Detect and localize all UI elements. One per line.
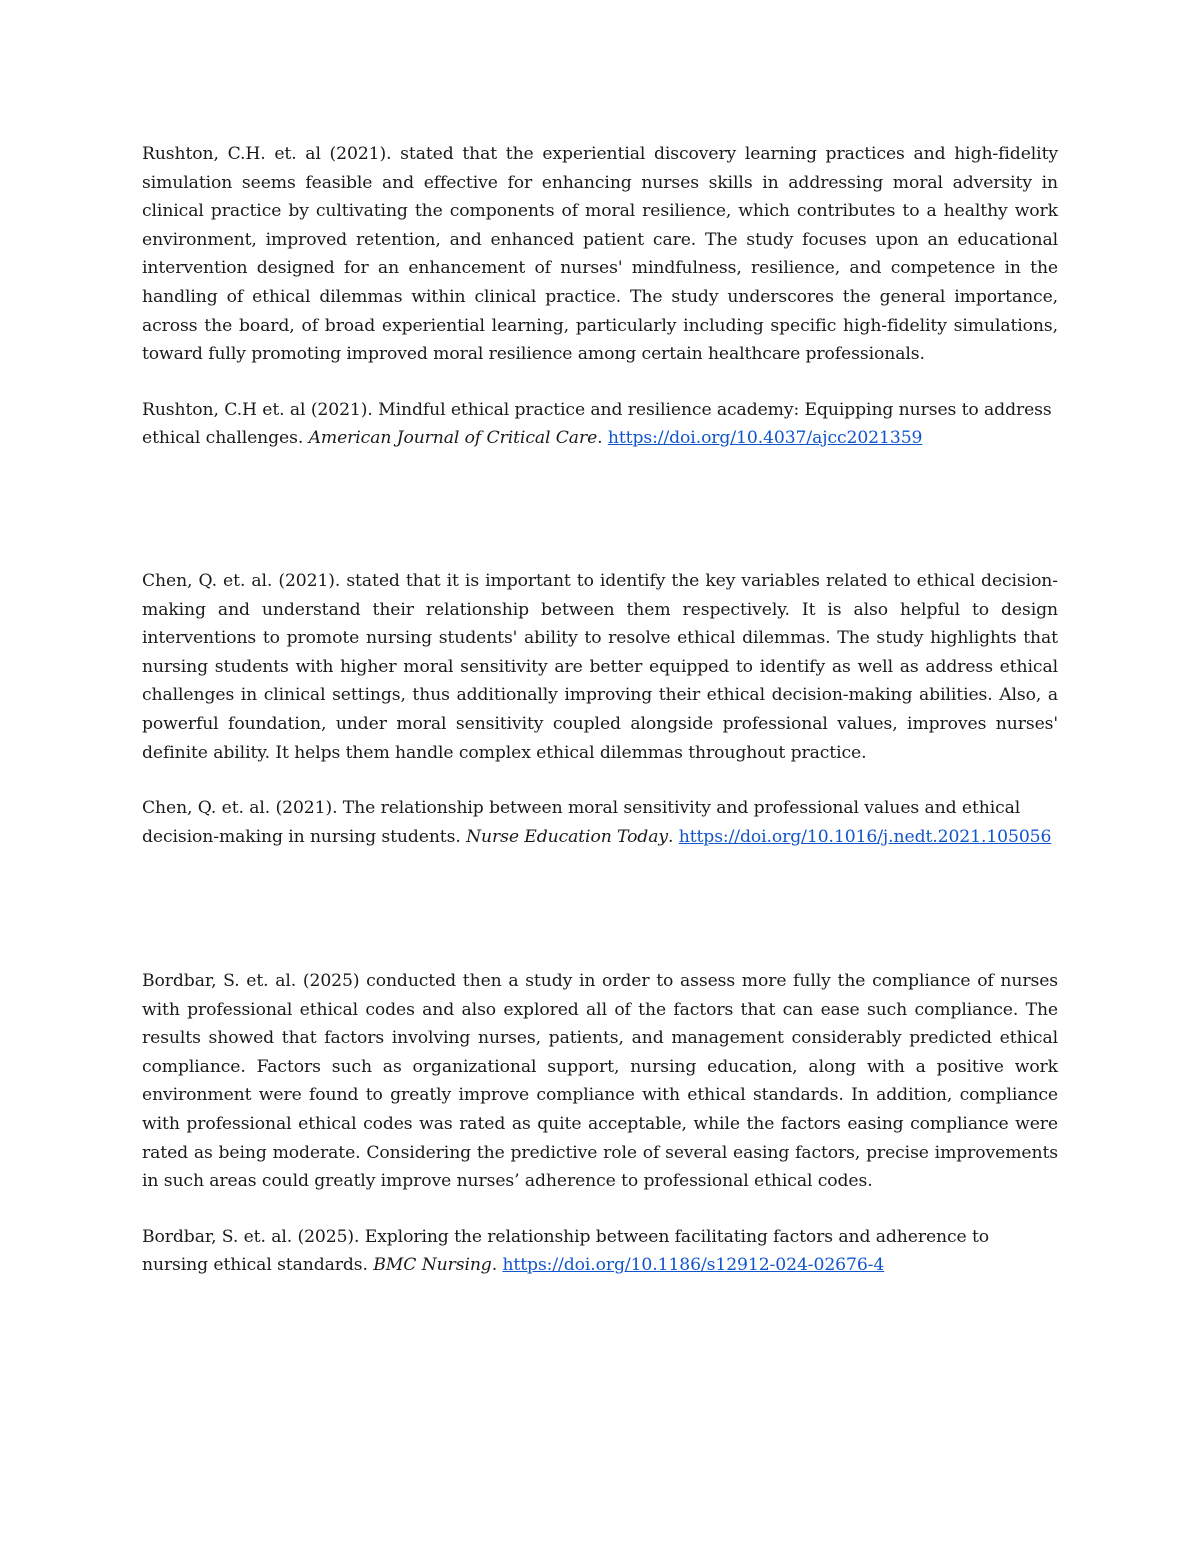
entry-summary: Chen, Q. et. al. (2021). stated that it is important to identify the key variables related to ethical decision-making and understand their relationship between them respectively. It is also helpful to design interventions to promote nursing students' ability to resolve ethical dilemmas. The study highlights that nursing students with higher moral sensitivity are better equipped to identify as well as address ethical challenges in clinical settings, thus additionally improving their ethical decision-making abilities. Also, a powerful foundation, under moral sensitivity coupled alongside professional values, improves nurses' definite ability. It helps them handle complex ethical dilemmas throughout practice.: [142, 571, 1058, 763]
doi-link[interactable]: https://doi.org/10.1016/j.nedt.2021.105056: [678, 826, 1052, 847]
entry-rushton: [142, 140, 1058, 453]
entry-chen: [142, 567, 1058, 851]
citation-journal: American Journal of Critical Care: [308, 428, 598, 449]
citation-journal: Nurse Education Today: [466, 826, 668, 847]
entry-citation: [142, 794, 1058, 851]
citation-separator: .: [491, 1255, 503, 1276]
entry-bordbar: [142, 967, 1058, 1280]
doi-link[interactable]: https://doi.org/10.4037/ajcc2021359: [607, 428, 923, 449]
citation-separator: .: [667, 826, 679, 847]
entry-citation: [142, 1223, 1058, 1280]
entry-summary: Bordbar, S. et. al. (2025) conducted then a study in order to assess more fully the compliance of nurses with professional ethical codes and also explored all of the factors that can ease such compliance. The results showed that factors involving nurses, patients, and management considerably predicted ethical compliance. Factors such as organizational support, nursing education, along with a positive work environment were found to greatly improve compliance with ethical standards. In addition, compliance with professional ethical codes was rated as quite acceptable, while the factors easing compliance were rated as being moderate. Considering the predictive role of several easing factors, precise improvements in such areas could greatly improve nurses’ adherence to professional ethical codes.: [142, 971, 1058, 1192]
citation-text: Chen, Q. et. al. (2021). The relationship between moral sensitivity and professional values and ethical decision-making in nursing students.: [142, 798, 1021, 847]
entry-citation: [142, 396, 1058, 453]
doi-link[interactable]: https://doi.org/10.1186/s12912-024-02676-4: [502, 1255, 885, 1276]
entry-summary: Rushton, C.H. et. al (2021). stated that the experiential discovery learning practices and high-fidelity simulation seems feasible and effective for enhancing nurses skills in addressing moral adversity in clinical practice by cultivating the components of moral resilience, which contributes to a healthy work environment, improved retention, and enhanced patient care. The study focuses upon an educational intervention designed for an enhancement of nurses' mindfulness, resilience, and competence in the handling of ethical dilemmas within clinical practice. The study underscores the general importance, across the board, of broad experiential learning, particularly including specific high-fidelity simulations, toward fully promoting improved moral resilience among certain healthcare professionals.: [142, 144, 1058, 365]
citation-text: Bordbar, S. et. al. (2025). Exploring the relationship between facilitating factors and adherence to nursing ethical standards.: [142, 1226, 990, 1276]
citation-separator: .: [597, 428, 608, 449]
citation-journal: BMC Nursing: [373, 1255, 492, 1276]
citation-text: Rushton, C.H et. al (2021). Mindful ethical practice and resilience academy: Equipping nurses to address ethical challenges.: [142, 399, 1052, 449]
